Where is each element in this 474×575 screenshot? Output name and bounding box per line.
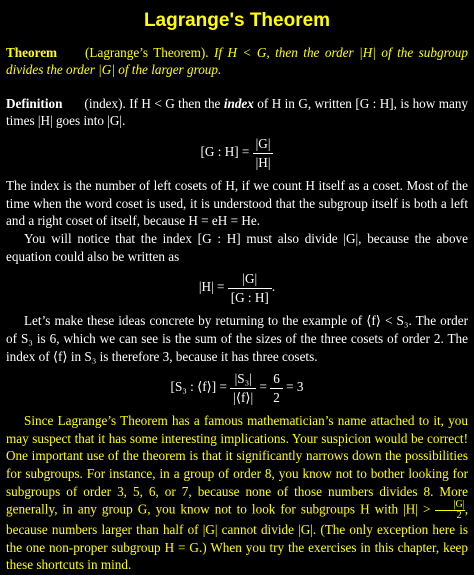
order-equation-numerator: |G| bbox=[242, 271, 258, 287]
paragraph-s3-example: Let’s make these ideas concrete by returning to the example of ⟨f⟩ < S₃. The order of S₃ is 6, which we can see is the sum of the sizes of the three cosets of order 2. The index of ⟨f⟩ in S₃ is therefore 3, because it has three cosets. bbox=[6, 313, 468, 364]
s3-equation-numerator-1: |S₃| bbox=[234, 371, 252, 387]
implications-part-1: Since Lagrange’s Theorem has a famous mathematician’s name attached to it, you may suspect that it has some interesting implications. Your suspicion would be correct! One important use of the theorem is that it significantly narrows down the possibilities for subgroups. For instance, in a group of order 8, you know not to bother looking for subgroups of order 3, 5, 6, or 7, because none of those numbers divides 8. More generally, in any group G, you know not to look for subgroups H with |H| > bbox=[6, 413, 468, 517]
index-equation-denominator: |H| bbox=[253, 153, 274, 172]
half-order-denominator: 2 bbox=[435, 510, 464, 521]
theorem-name: (Lagrange’s Theorem). bbox=[85, 44, 209, 60]
s3-equation-lhs: [S₃ : ⟨f⟩] = bbox=[170, 379, 227, 395]
definition-text-after: of H in G, written [G : H], is how many times |H| goes into |G|. bbox=[6, 95, 469, 129]
index-equation bbox=[0, 135, 474, 171]
index-equation-lhs: [G : H] = bbox=[200, 144, 250, 160]
s3-equation-numerator-2: 6 bbox=[273, 371, 280, 387]
index-equation-fraction bbox=[253, 135, 274, 171]
definition-text-before: If H < G then the bbox=[129, 95, 221, 111]
definition-name: (index). bbox=[84, 95, 126, 111]
index-equation-numerator: |G| bbox=[255, 135, 271, 151]
order-equation-end: . bbox=[271, 279, 276, 295]
paragraph-index-divides: You will notice that the index [G : H] must also divide |G|, because the above equation could also be written as bbox=[6, 230, 468, 264]
s3-equation-fraction-2 bbox=[270, 370, 283, 406]
theorem-block bbox=[6, 44, 468, 79]
s3-equation-fraction-1 bbox=[230, 370, 256, 406]
order-equation-lhs: |H| = bbox=[198, 279, 225, 295]
order-equation bbox=[0, 270, 474, 306]
s3-equation-denominator-2: 2 bbox=[270, 388, 283, 407]
definition-block bbox=[6, 95, 468, 130]
order-equation-denominator: [G : H] bbox=[228, 288, 272, 307]
implications-part-2: , because numbers larger than half of |G| cannot divide |G|. (The only exception here is the one non-proper subgroup H = G.) When you try the exercises in this chapter, keep these shortcuts in mind. bbox=[6, 501, 468, 573]
paragraph-implications bbox=[6, 412, 468, 574]
half-order-numerator: |G| bbox=[453, 499, 465, 511]
s3-equation-end: = 3 bbox=[286, 379, 304, 395]
half-order-fraction bbox=[435, 500, 464, 521]
definition-term: index bbox=[223, 95, 254, 111]
s3-equation-mid: = bbox=[259, 379, 267, 395]
page-title: Lagrange's Theorem bbox=[143, 10, 331, 31]
s3-equation-denominator-1: |⟨f⟩| bbox=[230, 388, 256, 407]
definition-label: Definition bbox=[6, 95, 63, 111]
theorem-statement: If H < G, then the order |H| of the subgroup divides the order |G| of the larger group. bbox=[6, 44, 468, 78]
coset-explanation: The index is the number of left cosets of H, if we count H itself as a coset. Most of the time when the word coset is used, it is understood that the subgroup itself is both a left and a right coset of itself, because H = eH = He. bbox=[6, 178, 468, 229]
order-equation-fraction bbox=[228, 270, 272, 306]
theorem-label: Theorem bbox=[6, 44, 58, 60]
s3-index-equation bbox=[0, 370, 474, 406]
